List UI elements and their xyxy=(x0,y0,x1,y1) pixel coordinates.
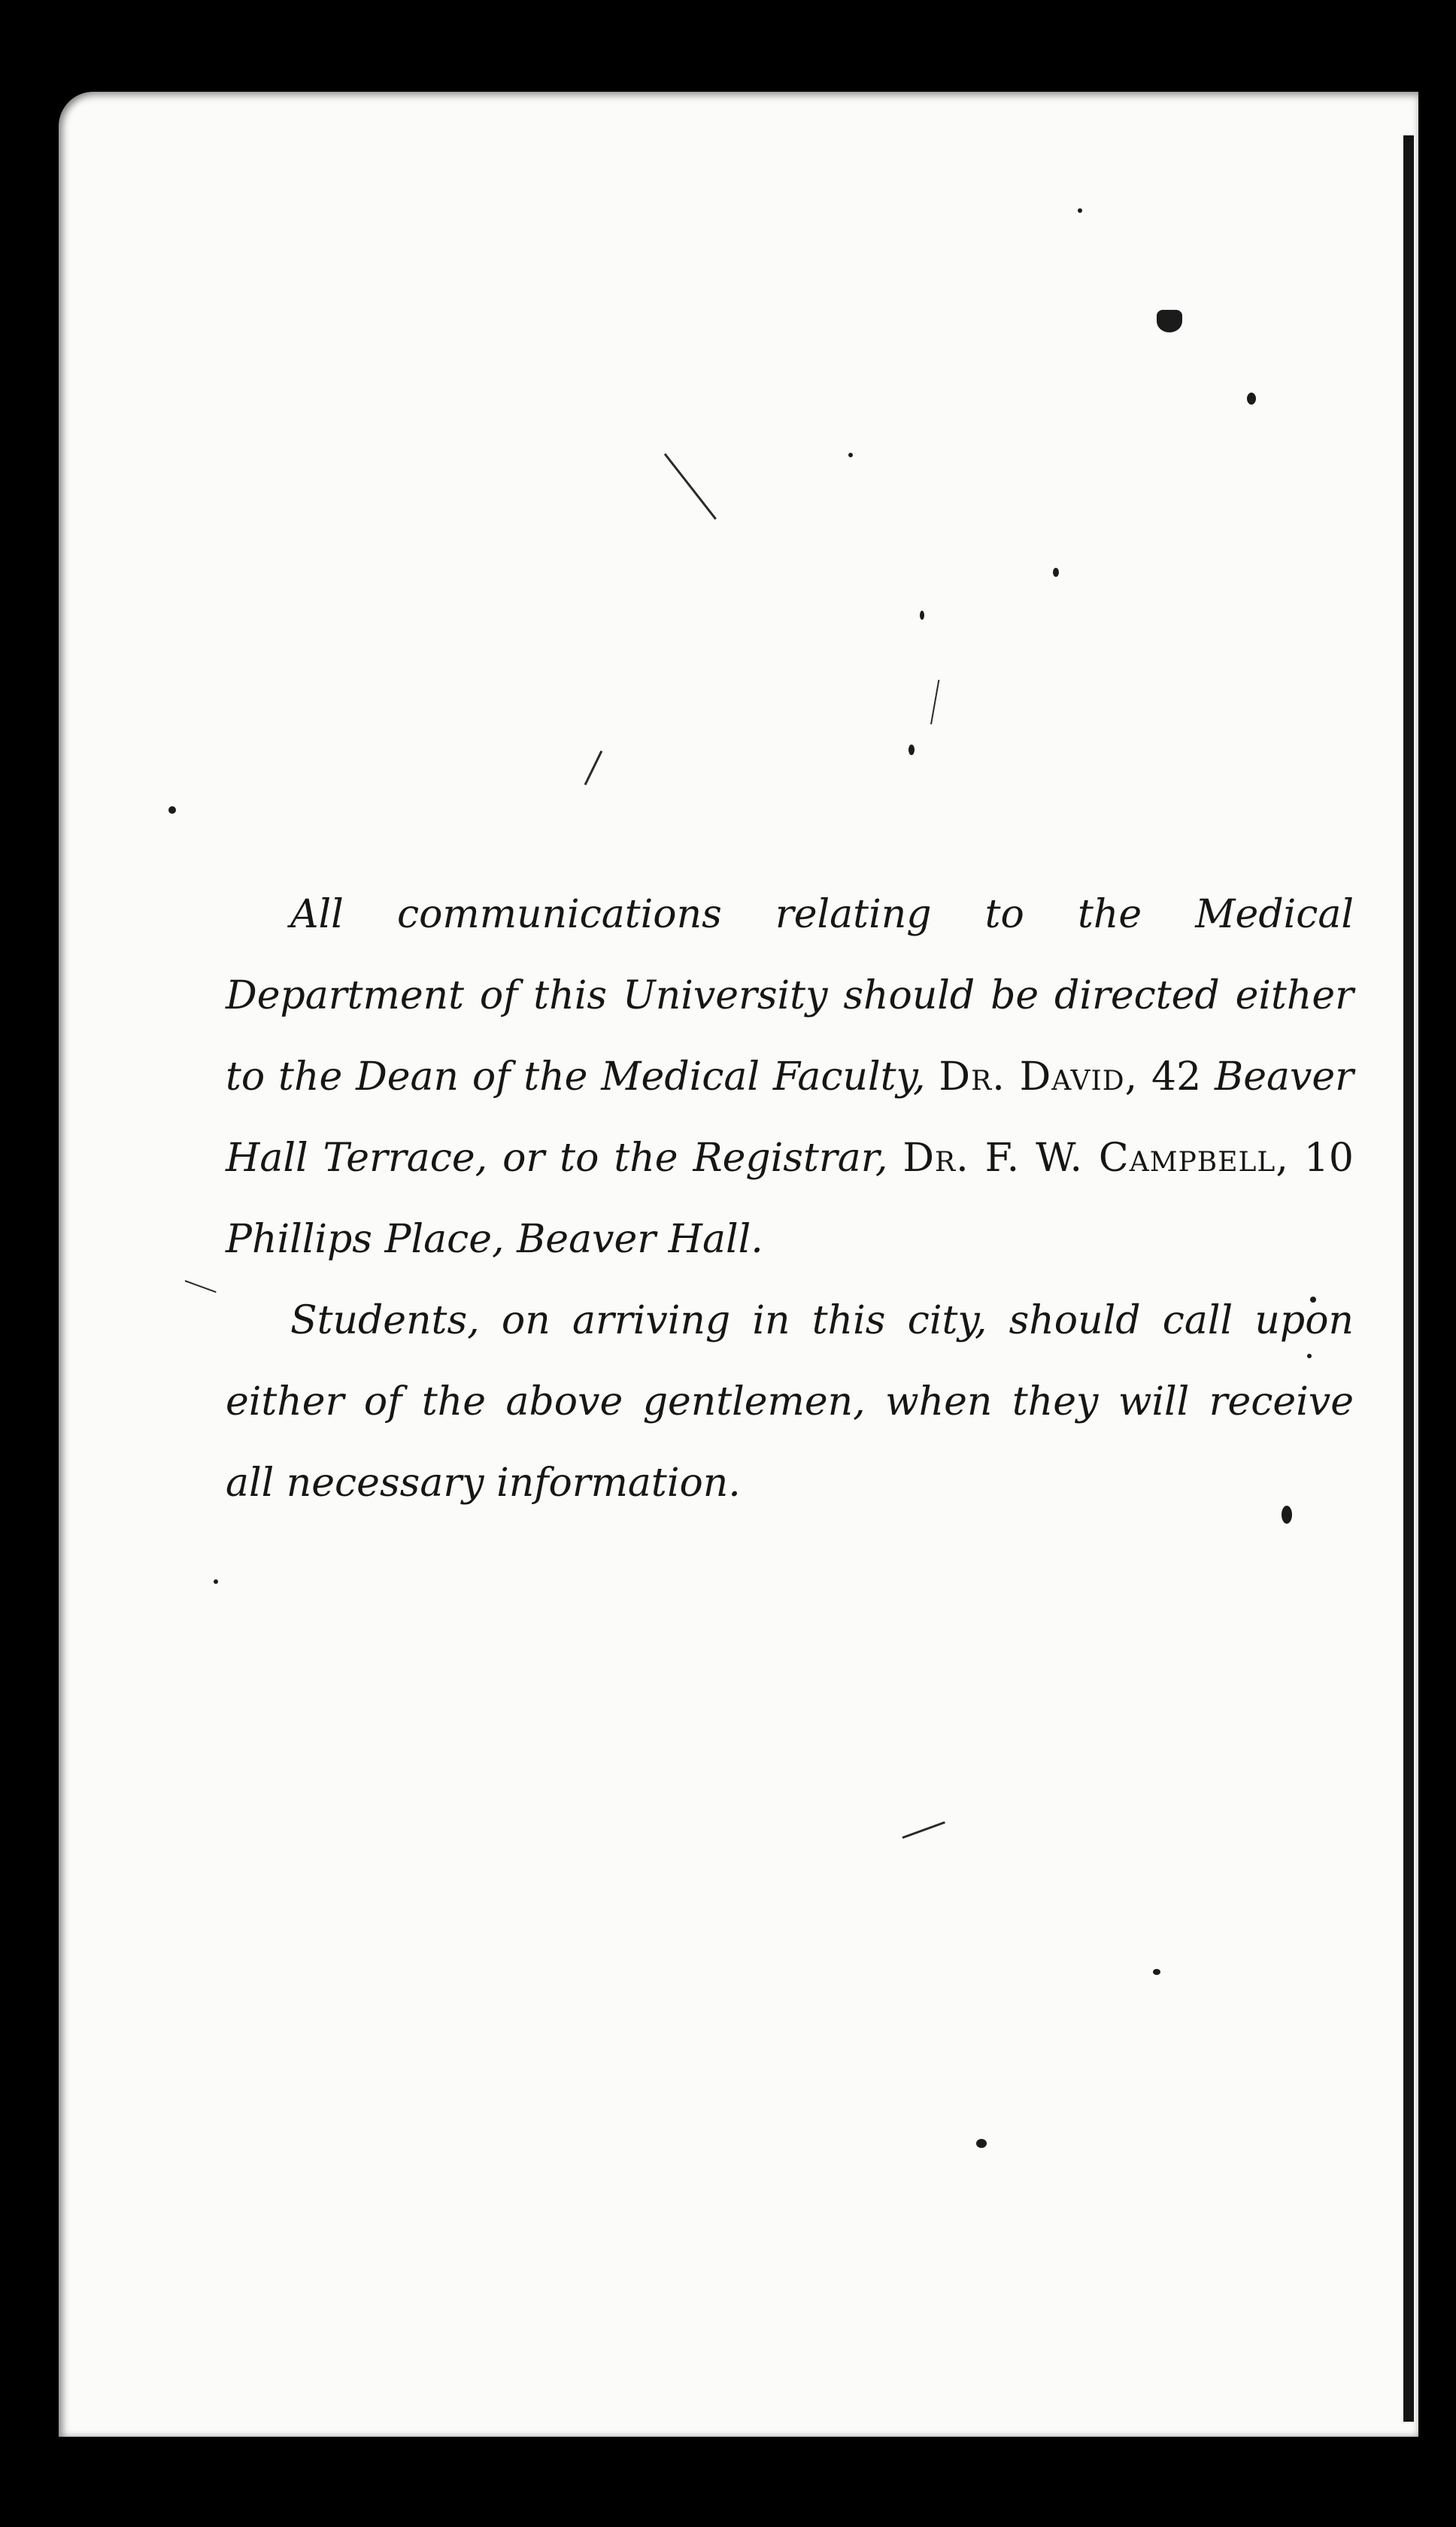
scan-speck xyxy=(214,1579,218,1584)
scan-scratch xyxy=(902,1822,945,1839)
scan-scratch xyxy=(185,1280,217,1293)
paragraph-contact-info xyxy=(226,874,1354,1280)
dean-address: Beaver Hall Terrace, or to the Registrar, xyxy=(226,1054,1354,1181)
paragraph-1-text: All communications relating to the Medical Department of this University should be directed either to the Dean of the Medical Faculty, xyxy=(226,892,1354,1100)
scan-speck xyxy=(1157,310,1182,332)
scan-scratch xyxy=(664,454,717,520)
dean-name: Dr. David, xyxy=(939,1054,1139,1100)
document-body xyxy=(226,874,1354,1524)
scan-speck xyxy=(1078,208,1082,213)
dean-address-number: 42 xyxy=(1138,1054,1202,1100)
scan-speck xyxy=(976,2139,987,2148)
scan-speck xyxy=(1153,1969,1160,1975)
scan-scratch xyxy=(584,751,603,785)
paragraph-students-info: Students, on arriving in this city, should call upon either of the above gentlemen, when they will receive all necessary information. xyxy=(226,1298,1354,1506)
registrar-address: Phillips Place, Beaver Hall. xyxy=(226,1217,763,1262)
scan-speck xyxy=(908,745,915,755)
scan-speck xyxy=(920,611,924,620)
scan-speck xyxy=(1247,393,1256,405)
scan-speck xyxy=(848,453,853,457)
scan-speck xyxy=(1053,568,1059,577)
document-page xyxy=(59,92,1418,2437)
registrar-name: Dr. F. W. Campbell, xyxy=(902,1136,1289,1181)
book-fold-edge xyxy=(1403,135,1414,2422)
scan-scratch xyxy=(930,680,939,724)
scan-speck xyxy=(168,806,176,814)
registrar-address-number: 10 xyxy=(1288,1136,1354,1181)
